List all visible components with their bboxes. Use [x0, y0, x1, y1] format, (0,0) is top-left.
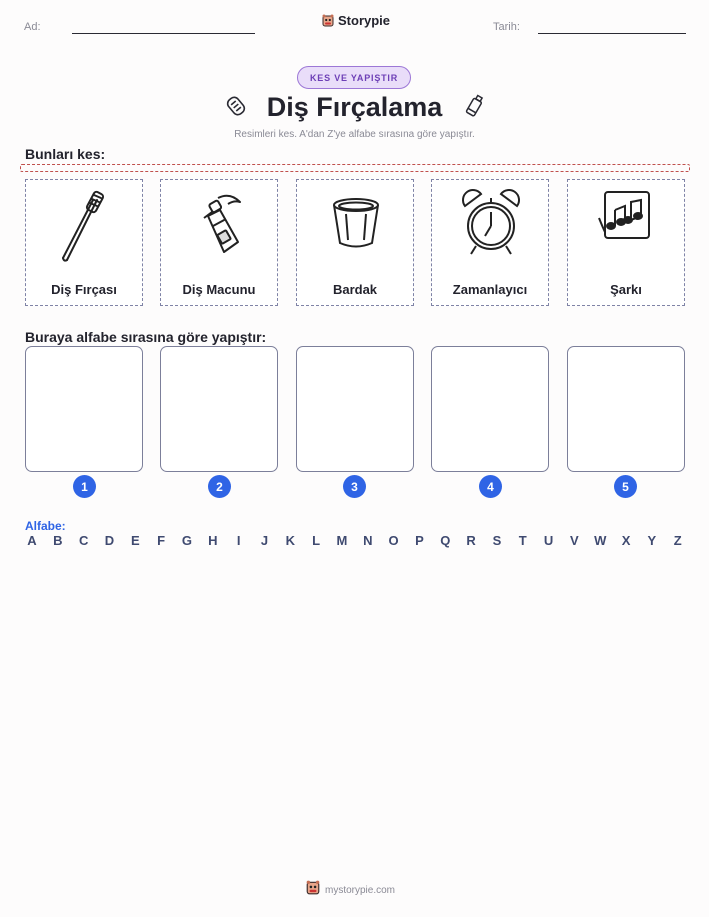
slot-number-badge: 2 — [208, 475, 231, 498]
instructions: Resimleri kes. A'dan Z'ye alfabe sırasına göre yapıştır. — [234, 129, 475, 140]
date-line — [538, 33, 686, 34]
alphabet-letter: O — [388, 533, 399, 548]
alphabet-letter: F — [157, 533, 166, 548]
alphabet-letter: G — [181, 533, 193, 548]
slot-number-badge: 5 — [614, 475, 637, 498]
alphabet-letter: S — [492, 533, 502, 548]
alphabet-letter: H — [208, 533, 218, 548]
slot-number-badge: 1 — [73, 475, 96, 498]
alphabet-letter: P — [415, 533, 424, 548]
alphabet-letter: W — [594, 533, 607, 548]
date-label: Tarih: — [493, 21, 520, 33]
paste-heading: Buraya alfabe sırasına göre yapıştır: — [25, 329, 267, 345]
card-label: Diş Fırçası — [51, 282, 117, 297]
page-title: Diş Fırçalama — [266, 92, 443, 122]
brand-logo — [322, 13, 390, 28]
alphabet-letter: B — [53, 533, 63, 548]
alphabet-letter: V — [570, 533, 579, 548]
alphabet-letter: R — [466, 533, 476, 548]
music-note-icon — [597, 188, 657, 263]
alphabet-row — [25, 533, 685, 548]
activity-badge: KES VE YAPIŞTIR — [297, 66, 411, 89]
footer — [306, 880, 395, 900]
paste-slot-4[interactable] — [431, 346, 549, 472]
paste-slot-1[interactable] — [25, 346, 143, 472]
paste-slot-5[interactable] — [567, 346, 685, 472]
cut-heading: Bunları kes: — [25, 146, 106, 162]
alarm-clock-icon — [461, 188, 521, 263]
card-label: Şarkı — [610, 282, 642, 297]
cut-card-toothbrush[interactable] — [25, 179, 143, 306]
name-label: Ad: — [24, 21, 41, 33]
slot-number-badge: 4 — [479, 475, 502, 498]
cut-card-timer[interactable] — [431, 179, 549, 306]
card-label: Bardak — [332, 282, 378, 297]
alphabet-letter: L — [312, 533, 321, 548]
storypie-mascot-icon — [322, 14, 334, 27]
cut-line — [20, 164, 690, 172]
cut-card-song[interactable] — [567, 179, 685, 306]
alphabet-letter: T — [518, 533, 527, 548]
alphabet-letter: M — [336, 533, 348, 548]
alphabet-letter: E — [130, 533, 140, 548]
toothpaste-tube-icon — [460, 92, 488, 125]
toothbrush-icon — [55, 188, 115, 263]
alphabet-letter: D — [104, 533, 115, 548]
storypie-mascot-icon — [306, 880, 320, 900]
alphabet-letter: K — [285, 533, 295, 548]
card-label: Diş Macunu — [182, 282, 256, 297]
alphabet-letter: Y — [647, 533, 657, 548]
name-line — [72, 33, 255, 34]
alphabet-label: Alfabe: — [25, 519, 66, 533]
cut-card-toothpaste[interactable] — [160, 179, 278, 306]
cut-card-cup[interactable] — [296, 179, 414, 306]
paste-slot-2[interactable] — [160, 346, 278, 472]
card-label: Zamanlayıcı — [452, 282, 528, 297]
alphabet-letter: J — [260, 533, 269, 548]
alphabet-letter: Q — [440, 533, 451, 548]
alphabet-letter: C — [78, 533, 89, 548]
brand-name: Storypie — [338, 13, 391, 28]
alphabet-letter: A — [27, 533, 37, 548]
footer-url[interactable]: mystorypie.com — [325, 884, 396, 896]
alphabet-letter: N — [363, 533, 373, 548]
slot-number-badge: 3 — [343, 475, 366, 498]
alphabet-letter: X — [621, 533, 631, 548]
paste-slot-3[interactable] — [296, 346, 414, 472]
alphabet-letter: Z — [673, 533, 682, 548]
alphabet-letter: U — [543, 533, 554, 548]
toothpaste-icon — [190, 188, 250, 263]
cup-icon — [326, 188, 386, 263]
alphabet-letter: I — [236, 533, 241, 548]
